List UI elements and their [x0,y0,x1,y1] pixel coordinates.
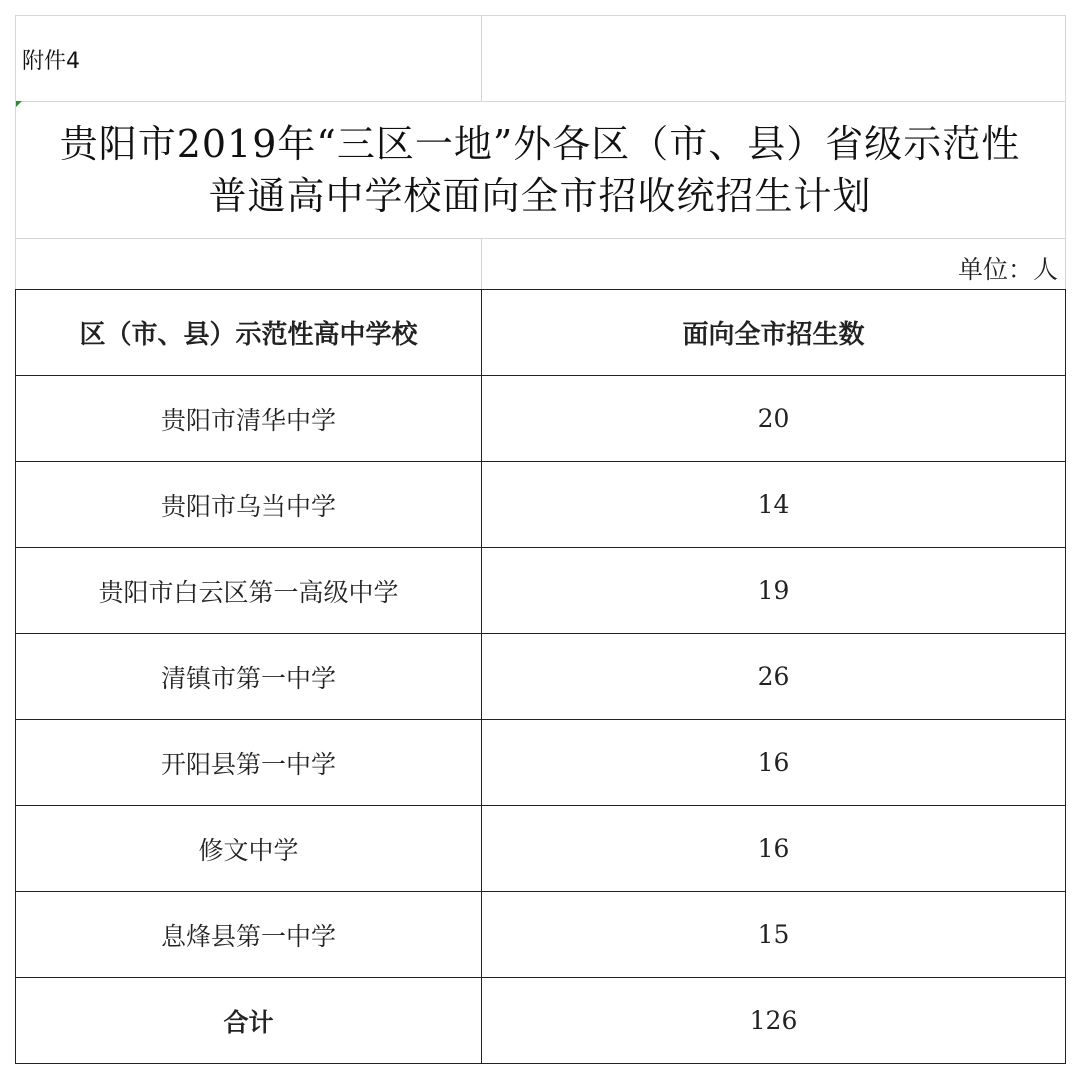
school-name-cell: 清镇市第一中学 [16,634,482,720]
table-header-row [16,290,1066,376]
enrollment-table [15,289,1066,1064]
table-row [16,634,1066,720]
count-cell: 20 [482,376,1066,462]
total-row [16,978,1066,1064]
page-title [15,118,1065,222]
gridline [15,15,1065,16]
count-cell: 19 [482,548,1066,634]
attachment-label: 附件4 [22,49,80,74]
table-row [16,462,1066,548]
count-cell: 26 [482,634,1066,720]
table-row [16,376,1066,462]
gridline [1065,15,1066,290]
school-name-cell: 贵阳市乌当中学 [16,462,482,548]
count-cell: 14 [482,462,1066,548]
school-name-cell: 修文中学 [16,806,482,892]
count-cell: 16 [482,806,1066,892]
gridline [15,238,1065,239]
school-name-cell: 开阳县第一中学 [16,720,482,806]
school-name-cell: 贵阳市白云区第一高级中学 [16,548,482,634]
unit-label: 单位：人 [957,255,1058,284]
count-cell: 15 [482,892,1066,978]
gridline [481,15,482,101]
header-count: 面向全市招生数 [482,290,1066,376]
total-label-cell: 合计 [16,978,482,1064]
table-row [16,892,1066,978]
school-name-cell: 息烽县第一中学 [16,892,482,978]
total-count-cell: 126 [482,978,1066,1064]
title-line-2: 普通高中学校面向全市招收统招生计划 [208,174,872,218]
title-line-1: 贵阳市2019年“三区一地”外各区（市、县）省级示范性 [59,122,1021,166]
gridline [481,238,482,290]
gridline [15,101,1065,102]
cell-comment-marker [16,101,22,107]
table-row [16,548,1066,634]
table-row [16,720,1066,806]
count-cell: 16 [482,720,1066,806]
school-name-cell: 贵阳市清华中学 [16,376,482,462]
header-school: 区（市、县）示范性高中学校 [16,290,482,376]
table-row [16,806,1066,892]
